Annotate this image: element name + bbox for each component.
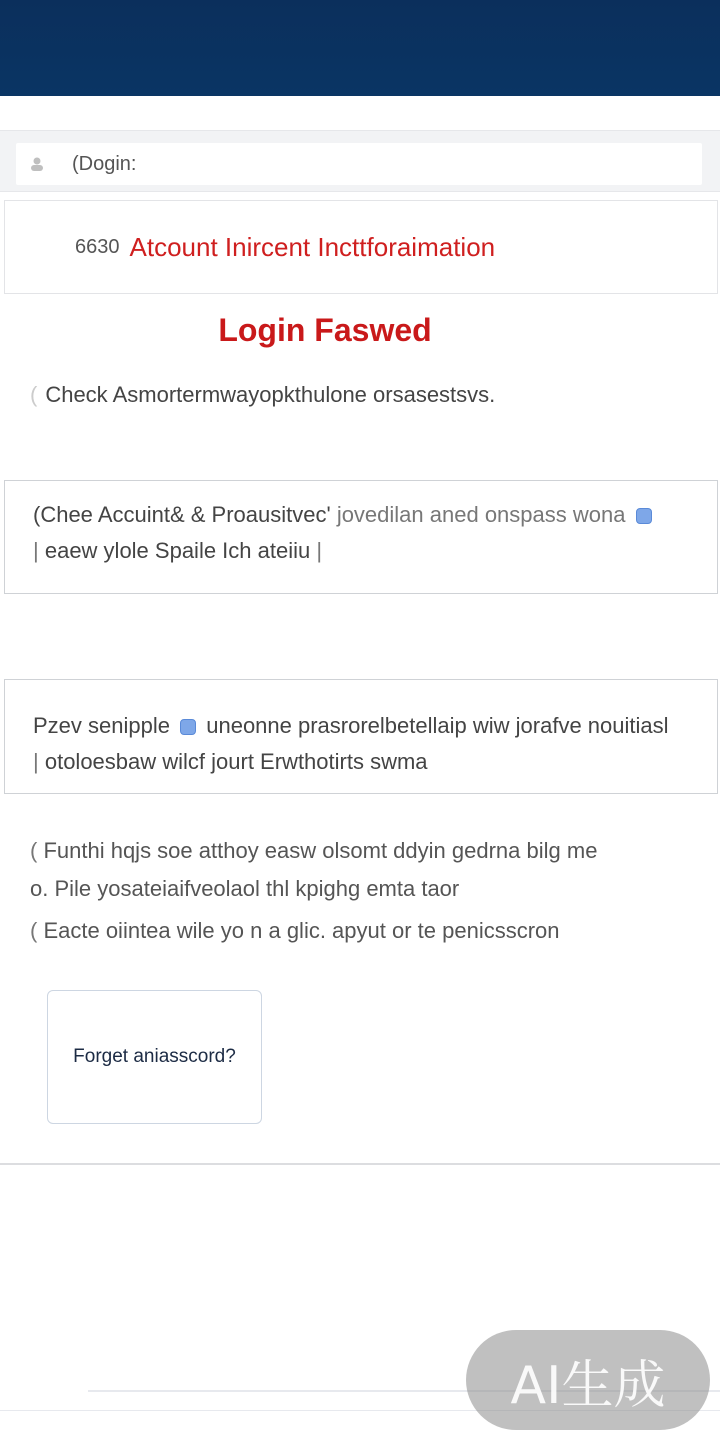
help-line1-text: Funthi hqjs soe atthoy easw olsomt ddyin gedrna bilg me xyxy=(43,838,598,863)
left-bar-mark: ( xyxy=(30,382,38,407)
help-paragraph-line3: ( Eacte oiintea wile yo n a glic. apyut or te penicsscron xyxy=(30,918,560,943)
credentials-line2-text: eaew ylole Spaile Ich ateiiu xyxy=(44,538,311,563)
credentials-line1-muted: jovedilan aned onspass wona xyxy=(336,502,626,527)
ai-generated-watermark xyxy=(466,1330,710,1430)
user-icon xyxy=(30,156,44,172)
help-paragraph-line1: ( Funthi hqjs soe atthoy easw olsomt ddyin gedrna bilg me xyxy=(30,838,598,863)
help-line2-text: o. Pile yosateiaifveolaol thl kpighg emta taor xyxy=(30,876,460,901)
info-box-credentials xyxy=(4,480,718,594)
error-banner xyxy=(4,200,718,294)
page-title: Login Faswed xyxy=(218,312,432,348)
chat-bubble-icon xyxy=(636,508,652,524)
info-box-tips-line2: | otoloesbaw wilcf jourt Erwthotirts swma xyxy=(33,749,428,774)
error-message: Atcount Inircent Incttforaimation xyxy=(129,231,496,262)
error-code: 6630 xyxy=(75,235,120,258)
forgot-password-label: Forget aniasscord? xyxy=(73,1046,236,1067)
help-line3-text: Eacte oiintea wile yo n a glic. apyut or te penicsscron xyxy=(43,918,560,943)
info-box-credentials-line2: | eaew ylole Spaile Ich ateiiu | xyxy=(33,538,323,563)
tips-line2-text: otoloesbaw wilcf jourt Erwthotirts swma xyxy=(44,749,428,774)
login-search-strip xyxy=(0,130,720,192)
app-header-bar xyxy=(0,0,720,96)
help-paragraph-line2 xyxy=(30,876,459,902)
info-box-tips-line1 xyxy=(33,708,689,744)
check-instruction xyxy=(30,382,495,408)
tips-line1-start: Pzev senipple xyxy=(33,713,170,738)
login-input[interactable] xyxy=(16,143,702,185)
info-box-tips xyxy=(4,679,718,794)
tips-line1-end: uneonne prasrorelbetellaip wiw jorafve nouitiasl xyxy=(206,713,669,738)
login-input-text: (Dogin: xyxy=(72,152,137,175)
section-divider xyxy=(0,1163,720,1165)
folder-icon xyxy=(180,719,196,735)
credentials-line1-start: Chee Accuint& & Proausitvec' xyxy=(40,502,331,527)
check-instruction-text: Check Asmortermwayopkthulone orsasestsvs. xyxy=(45,382,496,407)
watermark-text: AI生成 xyxy=(510,1355,666,1416)
forgot-password-button[interactable] xyxy=(47,990,262,1124)
info-box-credentials-line1: (Chee Accuint& & Proausitvec' jovedilan aned onspass wona xyxy=(33,497,689,533)
